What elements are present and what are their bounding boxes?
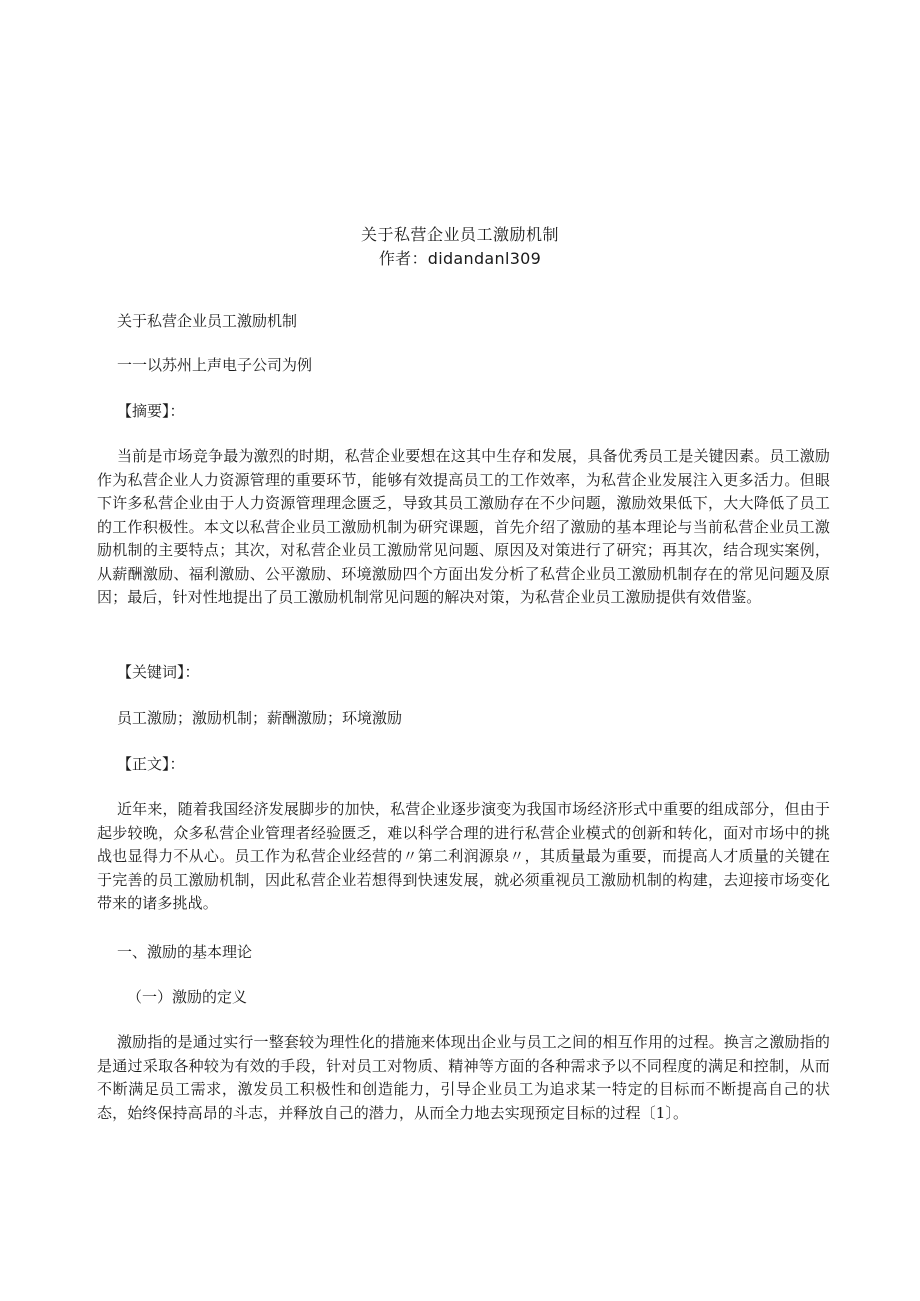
keywords-text: 员工激励；激励机制；薪酬激励；环境激励 [117, 709, 403, 727]
subtitle-line: 关于私营企业员工激励机制 [117, 312, 298, 330]
body-paragraph: 近年来，随着我国经济发展脚步的加快，私营企业逐步演变为我国市场经济形式中重要的组成部分，但由于起步较晚，众多私营企业管理者经验匮乏，难以科学合理的进行私营企业模式的创新和转化，面对市场中的挑战也显得力不从心。员工作为私营企业经营的〃第二利润源泉〃，其质量最为重要，而提高人才质量的关键在于完善的员工激励机制，因此私营企业若想得到快速发展，就必须重视员工激励机制的构建，去迎接市场变化带来的诸多挑战。 [97, 800, 830, 912]
keywords-label: 【关键词】： [117, 663, 200, 681]
section-heading-1-1: （一）激励的定义 [127, 988, 248, 1006]
body-label: 【正文】： [117, 755, 185, 773]
abstract-label: 【摘要】： [117, 402, 185, 420]
document-title: 关于私营企业员工激励机制 [360, 225, 559, 244]
document-author: 作者：didandanl309 [378, 249, 542, 268]
section-heading-1: 一、激励的基本理论 [117, 943, 253, 961]
example-line: 一一以苏州上声电子公司为例 [117, 356, 313, 374]
abstract-paragraph: 当前是市场竞争最为激烈的时期，私营企业要想在这其中生存和发展，具备优秀员工是关键因素。员工激励作为私营企业人力资源管理的重要环节，能够有效提高员工的工作效率，为私营企业发展注入更多活力。但眼下许多私营企业由于人力资源管理理念匮乏，导致其员工激励存在不少问题，激励效果低下，大大降低了员工的工作积极性。本文以私营企业员工激励机制为研究课题，首先介绍了激励的基本理论与当前私营企业员工激励机制的主要特点；其次，对私营企业员工激励常见问题、原因及对策进行了研究；再其次，结合现实案例，从薪酬激励、福利激励、公平激励、环境激励四个方面出发分析了私营企业员工激励机制存在的常见问题及原因；最后，针对性地提出了员工激励机制常见问题的解决对策，为私营企业员工激励提供有效借鉴。 [97, 447, 830, 606]
title-block [0, 223, 920, 271]
definition-paragraph: 激励指的是通过实行一整套较为理性化的措施来体现出企业与员工之间的相互作用的过程。换言之激励指的是通过采取各种较为有效的手段，针对员工对物质、精神等方面的各种需求予以不同程度的满足和控制，从而不断满足员工需求，激发员工积极性和创造能力，引导企业员工为追求某一特定的目标而不断提高自己的状态，始终保持高昂的斗志，并释放自己的潜力，从而全力地去实现预定目标的过程〔1〕。 [97, 1033, 830, 1122]
